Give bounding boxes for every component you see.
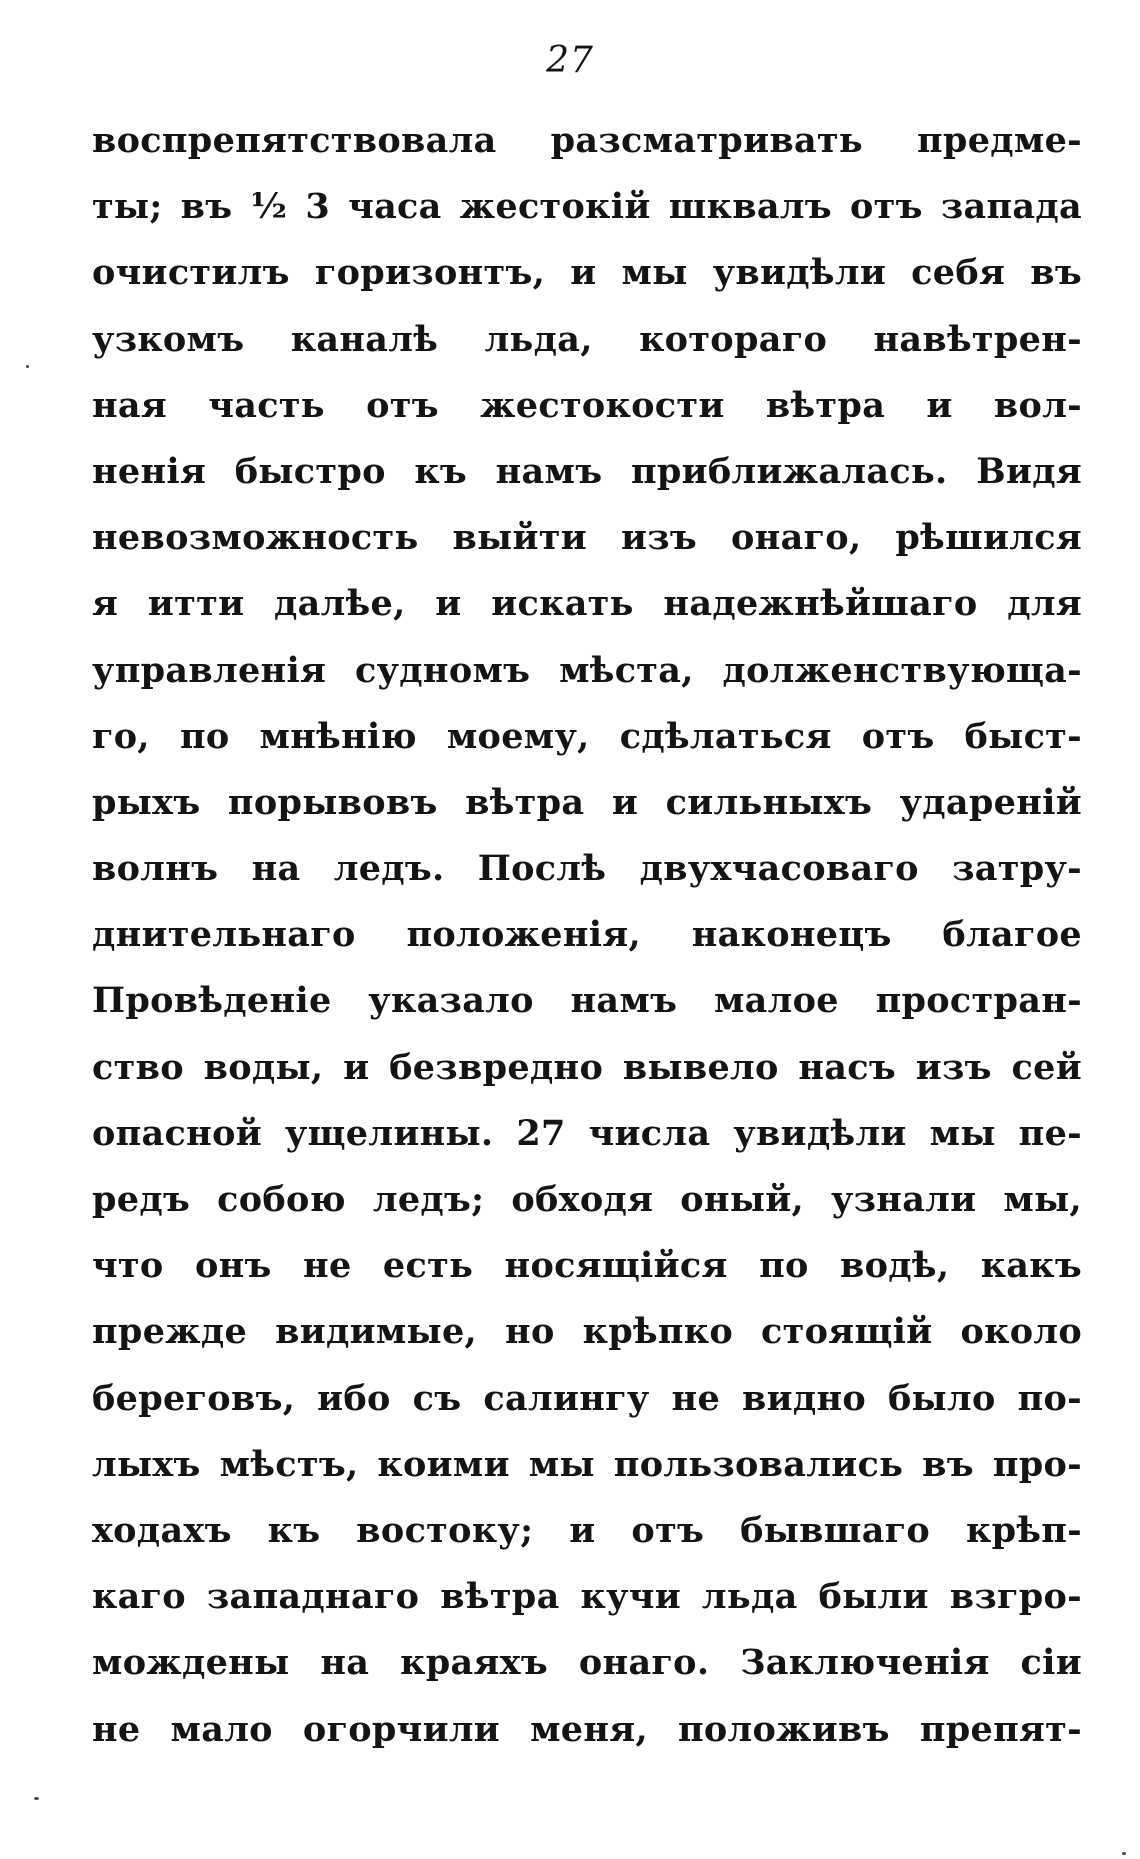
text-line: управленія судномъ мѣста, долженствующа- bbox=[92, 649, 1082, 691]
text-line: очистилъ горизонтъ, и мы увидѣли себя въ bbox=[92, 252, 1082, 294]
scan-speck bbox=[34, 1797, 39, 1800]
text-line: воспрепятствовала разсматривать предме- bbox=[92, 120, 1082, 161]
text-line: ходахъ къ востоку; и отъ бывшаго крѣп- bbox=[92, 1509, 1082, 1551]
text-line: днительнаго положенія, наконецъ благое bbox=[92, 914, 1082, 956]
text-line: ство воды, и безвредно вывело насъ изъ сей bbox=[92, 1046, 1082, 1088]
text-line: ненія быстро къ намъ приближалась. Видя bbox=[92, 450, 1082, 492]
text-line: не мало огорчили меня, положивъ препят- bbox=[92, 1708, 1082, 1750]
text-line: опасной ущелины. 27 числа увидѣли мы пе- bbox=[92, 1112, 1082, 1154]
text-line: лыхъ мѣстъ, коими мы пользовались въ про- bbox=[92, 1443, 1082, 1485]
text-line: каго западнаго вѣтра кучи льда были взгро- bbox=[92, 1576, 1082, 1618]
text-line: я итти далѣе, и искать надежнѣйшаго для bbox=[92, 583, 1082, 625]
text-line: го, по мнѣнію моему, сдѣлаться отъ быст- bbox=[92, 715, 1082, 757]
scan-speck bbox=[1122, 1852, 1126, 1855]
text-line: невозможность выйти изъ онаго, рѣшился bbox=[92, 517, 1082, 559]
body-text bbox=[92, 108, 1082, 1763]
scan-speck bbox=[26, 365, 29, 368]
text-line: узкомъ каналѣ льда, котораго навѣтрен- bbox=[92, 318, 1082, 360]
text-line: прежде видимые, но крѣпко стоящій около bbox=[92, 1311, 1082, 1353]
text-line: мождены на краяхъ онаго. Заключенія сіи bbox=[92, 1642, 1082, 1684]
text-line: волнъ на ледъ. Послѣ двухчасоваго затру- bbox=[92, 848, 1082, 890]
text-line: редъ собою ледъ; обходя оный, узнали мы, bbox=[92, 1179, 1082, 1220]
page-number: 27 bbox=[546, 40, 594, 81]
text-line: рыхъ порывовъ вѣтра и сильныхъ удареній bbox=[92, 781, 1082, 823]
text-line: береговъ, ибо съ салингу не видно было по- bbox=[92, 1377, 1082, 1419]
text-line: ты; въ ½ 3 часа жестокій шквалъ отъ запада bbox=[92, 186, 1082, 228]
text-line: ная часть отъ жестокости вѣтра и вол- bbox=[92, 384, 1082, 426]
text-line: что онъ не есть носящійся по водѣ, какъ bbox=[92, 1245, 1082, 1287]
text-line: Провѣденіе указало намъ малое простран- bbox=[92, 980, 1082, 1022]
